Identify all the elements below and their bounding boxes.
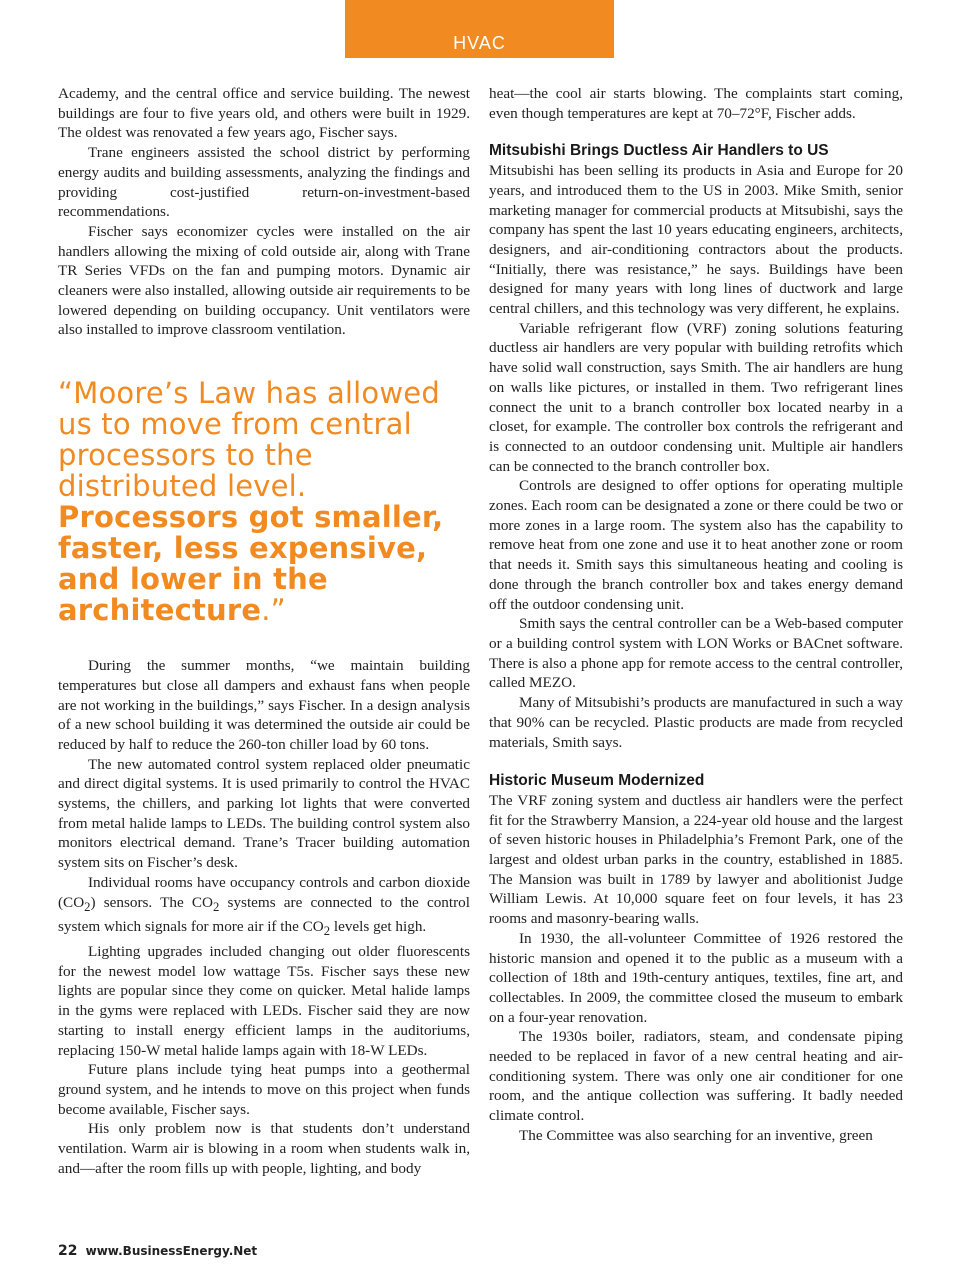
subscript: 2 — [84, 899, 91, 914]
paragraph: Future plans include tying heat pumps into a geothermal ground system, and he intends to move on this project when funds become available, Fischer says. — [58, 1061, 470, 1118]
paragraph: The VRF zoning system and ductless air handlers were the perfect fit for the Strawberry Mansion, a 224-year old house and the largest of seven historic houses in Philadelphia’s Fremont Park, one of the largest and oldest urban parks in the country, established in 1885. The Mansion was built in 1789 by lawyer and abolitionist Judge William Lewis. At 10,000 square feet on four levels, it has 23 rooms and masonry-bearing walls. — [489, 791, 903, 928]
paragraph-co2 — [58, 873, 470, 942]
text-run: Individual rooms have occupancy controls and carbon dioxide (CO — [58, 873, 470, 911]
text-run: ) sensors. The CO — [90, 893, 214, 911]
paragraph: Academy, and the central office and service building. The newest buildings are four to five years old, and others were built in 1929. The oldest was renovated a few years ago, Fischer says. — [58, 85, 470, 142]
subheading-mitsubishi: Mitsubishi Brings Ductless Air Handlers to US — [489, 142, 829, 160]
section-tab — [345, 0, 614, 58]
website-link[interactable]: www.BusinessEnergy.Net — [85, 1244, 258, 1258]
paragraph: Lighting upgrades included changing out older fluorescents for the newest model low wattage T5s. Fischer says these new lights are popular since they come on quicker. Metal halide lamps in the gyms were replaced with LEDs. Fischer said they are now starting to install energy efficient lamps in the auditoriums, replacing 150-W metal halide lamps again with 18-W LEDs. — [58, 943, 470, 1059]
left-column — [58, 84, 470, 1178]
page-footer — [58, 1243, 257, 1259]
pull-quote-text: “Moore’s Law has allowed us to move from central processors to the distributed level. — [58, 376, 440, 504]
paragraph: Smith says the central controller can be a Web-based computer or a building control system with LON Works or BACnet software. There is also a phone app for remote access to the central controller, called MEZO. — [489, 615, 903, 692]
paragraph: During the summer months, “we maintain building temperatures but close all dampers and exhaust fans when people are not working in the buildings,” says Fischer. In a design analysis of a new school building it was determined the outside air could be reduced by half to reduce the 260-ton chiller load by 60 tons. — [58, 657, 470, 753]
paragraph: Many of Mitsubishi’s products are manufactured in such a way that 90% can be recycled. Plastic products are made from recycled materials, Smith says. — [489, 694, 903, 751]
paragraph: In 1930, the all-volunteer Committee of 1926 restored the historic mansion and opened it to the public as a museum with a collection of 18th and 19th-century antiques, textiles, fine art, and collectables. In 2009, the committee closed the museum to embark on a four-year renovation. — [489, 929, 903, 1026]
page-number: 22 — [58, 1243, 78, 1259]
paragraph: Trane engineers assisted the school district by performing energy audits and building assessments, analyzing the findings and providing cost-justified return-on-investment-based recommendations. — [58, 144, 470, 221]
paragraph: Variable refrigerant flow (VRF) zoning solutions featuring ductless air handlers are very popular with building retrofits which have solid wall construction, says Smith. The air handlers are hung on walls like pictures, or installed in them. Two refrigerant lines connect the unit to a branch controller box located nearby in a closet, for example. The controller box controls the refrigerant and is connected to an outdoor condensing unit. Multiple air handlers can be connected to the branch controller box. — [489, 319, 903, 475]
text-run: systems are connected to the control system which signals for more air if the CO — [58, 893, 470, 936]
paragraph: His only problem now is that students don’t understand ventilation. Warm air is blowing in a room when students walk in, and—after the room fills up with people, lighting, and body — [58, 1120, 470, 1177]
right-column — [489, 84, 903, 1146]
text-run: levels get high. — [330, 918, 427, 936]
paragraph: Controls are designed to offer options for operating multiple zones. Each room can be designated a zone or there could be two or more zones in a large room. The system also has the capability to remove heat from one zone and use it to heat another zone or room that needs it. Smith says this simultaneous heating and cooling is done through the branch controller box and takes energy demand off the outdoor condensing unit. — [489, 477, 903, 613]
paragraph: The 1930s boiler, radiators, steam, and condensate piping needed to be replaced in favor of a new central heating and air-conditioning system. There was only one air conditioner for one room, and the antique collection was suffering. It badly needed climate control. — [489, 1028, 903, 1125]
pull-quote — [58, 378, 470, 626]
paragraph: heat—the cool air starts blowing. The complaints start coming, even though temperatures are kept at 70–72°F, Fischer adds. — [489, 85, 903, 122]
pull-quote-emphasis: Processors got smaller, faster, less expensive, and lower in the architecture — [58, 500, 444, 628]
paragraph: The new automated control system replaced older pneumatic and direct digital systems. It is used primarily to control the HVAC systems, the chillers, and parking lot lights that were converted from metal halide lamps to LEDs. The building control system also monitors electrical demand. Trane’s Tracer building automation system sits on Fischer’s desk. — [58, 755, 470, 872]
paragraph: The Committee was also searching for an inventive, green — [519, 1126, 873, 1144]
paragraph: Fischer says economizer cycles were installed on the air handlers allowing the mixing of cold outside air, along with Trane TR Series VFDs on the fan and pumping motors. Dynamic air cleaners were also installed, allowing outside air requirements to be lowered depending on building occupancy. Unit ventilators were also installed to improve classroom ventilation. — [58, 222, 470, 339]
section-label: HVAC — [453, 33, 506, 53]
paragraph: Mitsubishi has been selling its products in Asia and Europe for 20 years, and introduced them to the US in 2003. Mike Smith, senior marketing manager for commercial products at Mitsubishi, says the company has spent the last 10 years educating engineers, architects, designers, and air-conditioning contractors about the products. “Initially, there was resistance,” he says. Buildings have been designed for many years with long lines of ductwork and large central chillers, and this technology was very different, he explains. — [489, 162, 903, 318]
subheading-museum: Historic Museum Modernized — [489, 772, 705, 790]
subscript: 2 — [213, 899, 220, 914]
pull-quote-close: .” — [261, 593, 286, 628]
subscript: 2 — [323, 924, 331, 939]
